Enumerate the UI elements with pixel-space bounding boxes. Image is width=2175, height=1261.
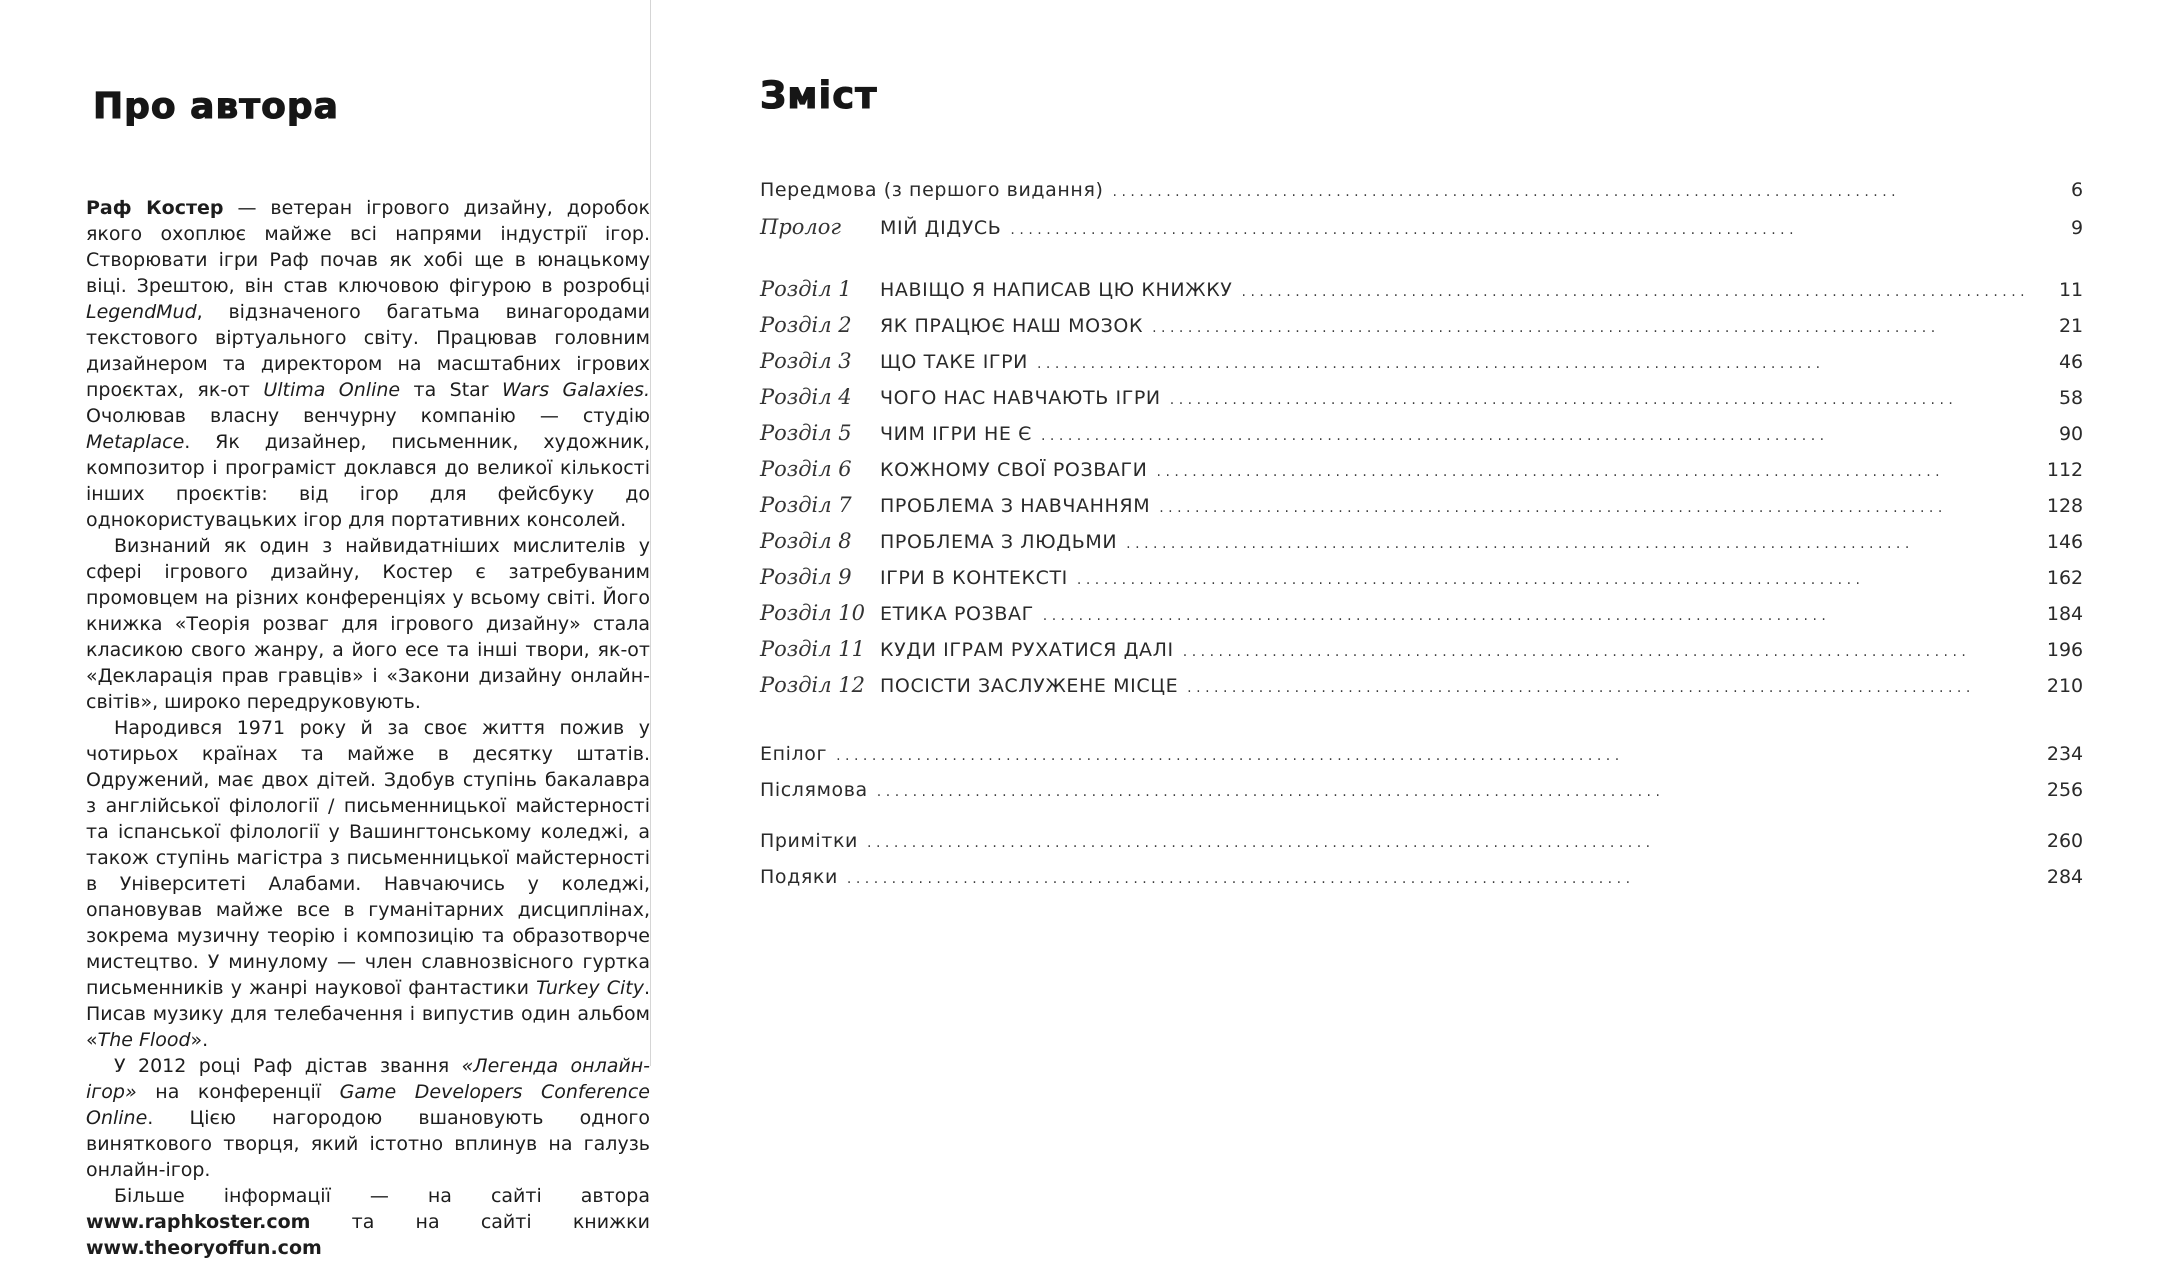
italic-text: Ultima Online <box>263 379 401 401</box>
toc-dot-leader <box>847 871 2029 887</box>
bold-text: Раф Костер <box>86 197 224 219</box>
toc-entry-title: ЯК ПРАЦЮЄ НАШ МОЗОК <box>880 315 1144 337</box>
italic-text: The Flood <box>97 1029 191 1051</box>
toc-dot-leader <box>1043 608 2029 624</box>
toc-entry-title: ПРОБЛЕМА З НАВЧАННЯМ <box>880 495 1151 517</box>
toc-dot-leader <box>877 784 2029 800</box>
toc-title: Зміст <box>760 74 878 117</box>
toc-entry <box>760 385 2083 421</box>
bio-paragraph <box>86 533 650 715</box>
toc-entry-title: Передмова (з першого видання) <box>760 179 1104 201</box>
toc-entry-title: ЕТИКА РОЗВАГ <box>880 603 1034 625</box>
toc-entry-label: Розділ 5 <box>760 421 852 445</box>
toc-entry <box>760 421 2083 457</box>
toc-entry <box>760 313 2083 349</box>
toc-entry <box>760 601 2083 637</box>
toc-entry-title: КУДИ ІГРАМ РУХАТИСЯ ДАЛІ <box>880 639 1174 661</box>
toc-dot-leader <box>1242 284 2030 300</box>
toc-page-number: 46 <box>2058 351 2084 373</box>
toc-page-number: 21 <box>2058 315 2084 337</box>
toc-page-number: 6 <box>2071 179 2084 201</box>
italic-text: «Легенда онлайн-ігор» <box>86 1055 650 1103</box>
page-table-of-contents <box>651 0 2175 1066</box>
toc-list <box>760 179 2083 902</box>
toc-entry-title: ЩО ТАКЕ ІГРИ <box>880 351 1028 373</box>
toc-entry <box>760 215 2083 251</box>
toc-dot-leader <box>1157 464 2030 480</box>
toc-entry <box>760 493 2083 529</box>
toc-page-number: 256 <box>2046 779 2084 801</box>
toc-entry <box>760 830 2083 866</box>
toc-entry <box>760 779 2083 815</box>
toc-section-back_a <box>760 743 2083 815</box>
about-author-text <box>86 195 650 1261</box>
bold-text: www.raphkoster.com <box>86 1211 311 1233</box>
text-segment: Народився 1971 року й за своє життя пожив у чотирьох країнах та майже в десятку штатів. Одружений, має двох дітей. Здобув ступінь бакалавра з англійської філології / письменницької майстерності та іспанської філології у Вашингтонському коледжі, а також ступінь магістра з письменницької майстерності в Університеті Алабами. Навчаючись у коледжі, опановував майже все в гуманітарних дисциплінах, зокрема музичну теорію і композицію та образотворче мистецтво. У минулому — член славнозвісного гуртка письменників у жанрі наукової фантастики <box>86 717 650 999</box>
toc-dot-leader <box>1183 644 2029 660</box>
toc-entry-title: ЧОГО НАС НАВЧАЮТЬ ІГРИ <box>880 387 1161 409</box>
toc-dot-leader <box>1010 222 2029 238</box>
toc-page-number: 11 <box>2058 279 2084 301</box>
toc-dot-leader <box>1187 680 2029 696</box>
toc-entry <box>760 277 2083 313</box>
text-segment: Визнаний як один з найвидатніших мислителів у сфері ігрового дизайну, Костер є затребуваним промовцем на різних конференціях у всьому світі. Його книжка «Теорія розваг для ігрового дизайну» стала класикою свого жанру, а його есе та інші твори, як-от «Декларація прав гравців» і «Закони дизайну онлайн-світів», широко передруковують. <box>86 535 650 713</box>
toc-entry-label: Розділ 6 <box>760 457 852 481</box>
text-segment: ». <box>190 1029 209 1051</box>
bio-paragraph <box>86 715 650 1053</box>
text-segment: на конференції <box>136 1081 340 1103</box>
toc-entry-label: Пролог <box>760 215 842 239</box>
bold-text: www.theoryoffun.com <box>86 1237 322 1259</box>
toc-entry-label: Розділ 4 <box>760 385 852 409</box>
about-author-title: Про автора <box>93 86 339 127</box>
toc-entry <box>760 565 2083 601</box>
toc-entry-label: Розділ 12 <box>760 673 866 697</box>
text-segment: Більше інформації — на сайті автора <box>114 1185 650 1207</box>
toc-entry-label: Розділ 1 <box>760 277 852 301</box>
toc-page-number: 234 <box>2046 743 2084 765</box>
toc-page-number: 128 <box>2046 495 2084 517</box>
toc-entry-label: Розділ 3 <box>760 349 852 373</box>
text-segment: . Писав музику для телебачення і випустив один альбом « <box>86 977 651 1051</box>
toc-dot-leader <box>1037 356 2029 372</box>
text-segment: — ветеран ігрового дизайну, доробок якого охоплює майже всі напрями індустрії ігор. Створювати ігри Раф почав як хобі ще в юнацькому віці. Зрештою, він став ключовою фігурою в розробці <box>86 197 650 297</box>
toc-entry <box>760 457 2083 493</box>
toc-dot-leader <box>1113 184 2030 200</box>
toc-page-number: 146 <box>2046 531 2084 553</box>
toc-entry-label: Розділ 2 <box>760 313 852 337</box>
toc-entry-label: Розділ 8 <box>760 529 852 553</box>
toc-page-number: 112 <box>2046 459 2084 481</box>
italic-text: Wars Galaxies. <box>502 379 650 401</box>
toc-entry-title: Примітки <box>760 830 859 852</box>
toc-page-number: 184 <box>2046 603 2084 625</box>
text-segment: . Цією нагородою вшановують одного виняткового творця, який істотно вплинув на галузь онлайн-ігор. <box>86 1107 650 1181</box>
toc-dot-leader <box>1170 392 2029 408</box>
toc-dot-leader <box>1152 320 2029 336</box>
toc-entry <box>760 529 2083 565</box>
toc-entry-title: НАВІЩО Я НАПИСАВ ЦЮ КНИЖКУ <box>880 279 1233 301</box>
toc-page-number: 9 <box>2071 217 2084 239</box>
italic-text: Metaplace <box>86 431 185 453</box>
toc-dot-leader <box>1041 428 2029 444</box>
text-segment: . Як дизайнер, письменник, художник, композитор і програміст доклався до великої кількості інших проєктів: від ігор для фейсбуку до однокористувацьких ігор для портативних консолей. <box>86 431 650 531</box>
toc-entry-label: Розділ 9 <box>760 565 852 589</box>
toc-entry-title: Післямова <box>760 779 868 801</box>
text-segment: та Star <box>400 379 503 401</box>
toc-page-number: 260 <box>2046 830 2084 852</box>
italic-text: LegendMud <box>86 301 197 323</box>
toc-page-number: 210 <box>2046 675 2084 697</box>
toc-entry-label: Розділ 7 <box>760 493 852 517</box>
toc-page-number: 162 <box>2046 567 2084 589</box>
toc-section-front <box>760 179 2083 251</box>
toc-entry-title: ІГРИ В КОНТЕКСТІ <box>880 567 1068 589</box>
toc-section-back_b <box>760 830 2083 902</box>
text-segment: та на сайті книжки <box>310 1211 650 1233</box>
text-segment: Очолював власну венчурну компанію — студію <box>86 405 650 427</box>
toc-dot-leader <box>867 835 2029 851</box>
toc-section-chapters <box>760 277 2083 709</box>
toc-entry-title: Подяки <box>760 866 838 888</box>
toc-entry <box>760 349 2083 385</box>
toc-dot-leader <box>1126 536 2029 552</box>
toc-entry <box>760 179 2083 215</box>
toc-page-number: 196 <box>2046 639 2084 661</box>
toc-entry <box>760 743 2083 779</box>
text-segment: , відзначеного багатьма винагородами текстового віртуального світу. Працював головним дизайнером та директором на масштабних ігрових проєктах, як-от <box>86 301 650 401</box>
toc-entry-title: МІЙ ДІДУСЬ <box>880 217 1002 239</box>
page-about-author <box>0 0 651 1259</box>
toc-entry <box>760 673 2083 709</box>
toc-entry-title: ЧИМ ІГРИ НЕ Є <box>880 423 1032 445</box>
toc-dot-leader <box>1159 500 2029 516</box>
toc-page-number: 90 <box>2058 423 2084 445</box>
toc-page-number: 284 <box>2046 866 2084 888</box>
text-segment: У 2012 році Раф дістав звання <box>114 1055 462 1077</box>
toc-entry-label: Розділ 10 <box>760 601 866 625</box>
toc-entry <box>760 637 2083 673</box>
bio-paragraph <box>86 1053 650 1183</box>
toc-dot-leader <box>836 748 2029 764</box>
toc-dot-leader <box>1077 572 2029 588</box>
toc-entry-title: КОЖНОМУ СВОЇ РОЗВАГИ <box>880 459 1148 481</box>
toc-entry-label: Розділ 11 <box>760 637 866 661</box>
bio-paragraph <box>86 195 650 533</box>
toc-entry-title: ПРОБЛЕМА З ЛЮДЬМИ <box>880 531 1118 553</box>
toc-page-number: 58 <box>2058 387 2084 409</box>
bio-paragraph <box>86 1183 650 1261</box>
toc-entry <box>760 866 2083 902</box>
italic-text: Game Developers Conference Online <box>86 1081 650 1129</box>
italic-text: Turkey City <box>536 977 644 999</box>
toc-entry-title: Епілог <box>760 743 828 765</box>
toc-entry-title: ПОСІСТИ ЗАСЛУЖЕНЕ МІСЦЕ <box>880 675 1179 697</box>
